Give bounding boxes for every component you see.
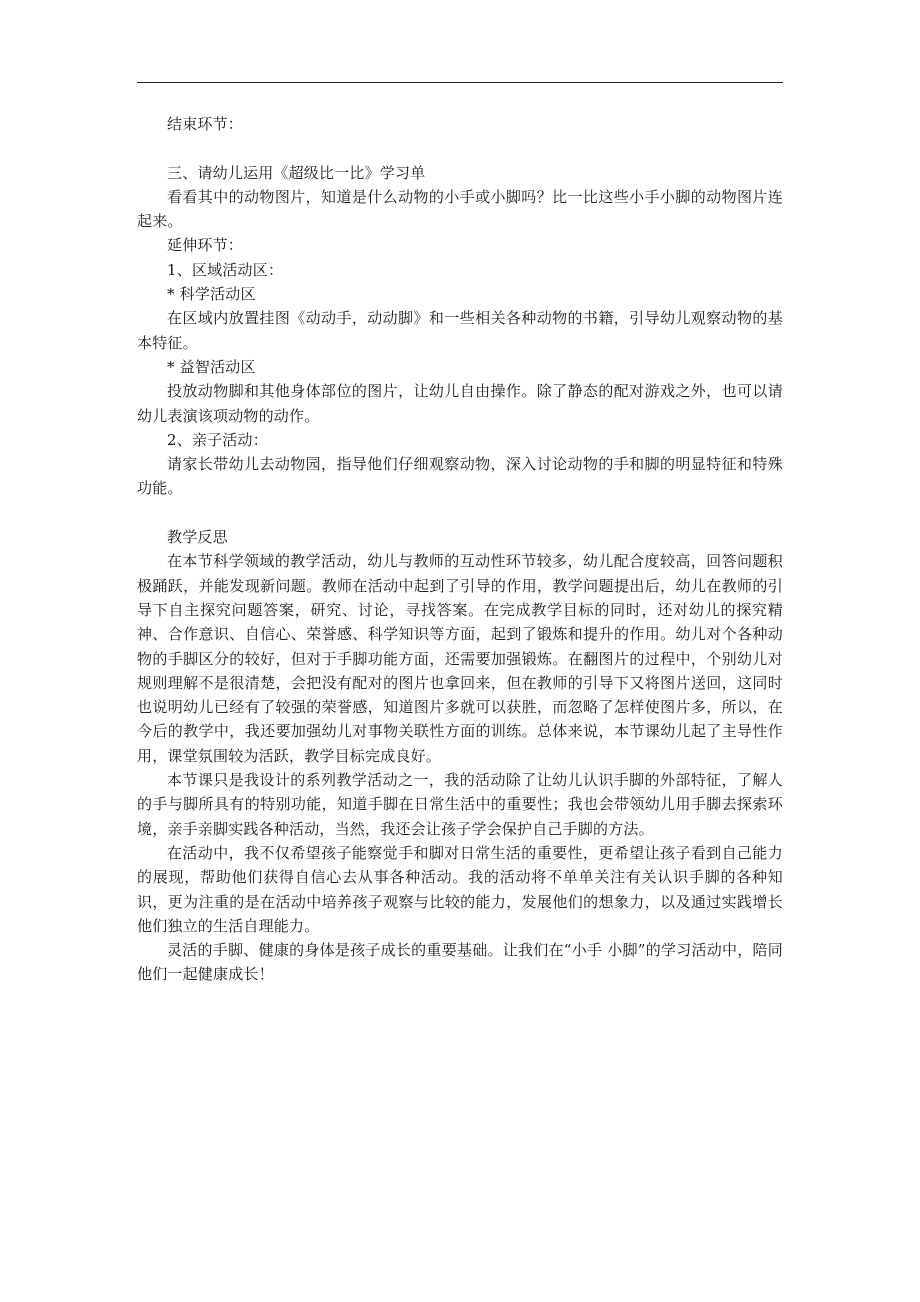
paragraph-reflection-2: 本节课只是我设计的系列教学活动之一，我的活动除了让幼儿认识手脚的外部特征，了解人的手与脚所具有的特别功能，知道手脚在日常生活中的重要性；我也会带领幼儿用手脚去探索环境，亲手亲脚实践各种活动，当然，我还会让孩子学会保护自己手脚的方法。 xyxy=(137,771,783,838)
paragraph-parent-child: 2、亲子活动： xyxy=(167,430,268,449)
paragraph-parent-child-body: 请家长带幼儿去动物园，指导他们仔细观察动物，深入讨论动物的手和脚的明显特征和特殊功能。 xyxy=(137,455,783,498)
paragraph-reflection-heading: 教学反思 xyxy=(167,528,228,547)
paragraph-area-activity: 1、区域活动区： xyxy=(167,260,284,279)
paragraph-reflection-3: 在活动中，我不仅希望孩子能察觉手和脚对日常生活的重要性，更希望让孩子看到自己能力的展现，帮助他们获得自信心去从事各种活动。我的活动将不单单关注有关认识手脚的各种知识，更为注重的是在活动中培养孩子观察与比较的能力，发展他们的想象力，以及通过实践增长他们独立的生活自理能力。 xyxy=(137,843,783,935)
paragraph-science-area-body: 在区域内放置挂图《动动手，动动脚》和一些相关各种动物的书籍，引导幼儿观察动物的基本特征。 xyxy=(137,309,783,352)
paragraph-reflection-1: 在本节科学领域的教学活动，幼儿与教师的互动性环节较多，幼儿配合度较高，回答问题积极踊跃，并能发现新问题。教师在活动中起到了引导的作用，教学问题提出后，幼儿在教师的引导下自主探究问题答案，研究、讨论，寻找答案。在完成教学目标的同时，还对幼儿的探究精神、合作意识、自信心、荣誉感、科学知识等方面，起到了锻炼和提升的作用。幼儿对个各种动物的手脚区分的较好，但对于手脚功能方面，还需要加强锻炼。在翻图片的过程中，个别幼儿对规则理解不是很清楚，会把没有配对的图片也拿回来，但在教师的引导下又将图片送回，这同时也说明幼儿已经有了较强的荣誉感，知道图片多就可以获胜，而忽略了怎样使图片多，所以，在今后的教学中，我还要加强幼儿对事物关联性方面的训练。总体来说，本节课幼儿起了主导性作用，课堂氛围较为活跃，教学目标完成良好。 xyxy=(137,552,783,765)
paragraph-closing-heading: 结束环节： xyxy=(167,115,244,133)
paragraph-section-three-body: 看看其中的动物图片，知道是什么动物的小手或小脚吗？比一比这些小手小脚的动物图片连起来。 xyxy=(137,187,783,231)
header-rule xyxy=(137,82,783,83)
blank-line xyxy=(137,136,783,160)
paragraph-section-three: 三、请幼儿运用《超级比一比》学习单 xyxy=(167,163,426,182)
paragraph-puzzle-area: * 益智活动区 xyxy=(167,357,256,376)
paragraph-puzzle-area-body: 投放动物脚和其他身体部位的图片，让幼儿自由操作。除了静态的配对游戏之外，也可以请幼儿表演该项动物的动作。 xyxy=(137,382,783,425)
paragraph-science-area: * 科学活动区 xyxy=(167,285,256,304)
document-body xyxy=(137,112,783,987)
paragraph-reflection-4: 灵活的手脚、健康的身体是孩子成长的重要基础。让我们在“小手 小脚”的学习活动中，陪同他们一起健康成长！ xyxy=(137,941,783,984)
paragraph-extension-heading: 延伸环节： xyxy=(167,236,244,255)
blank-line xyxy=(137,501,783,525)
